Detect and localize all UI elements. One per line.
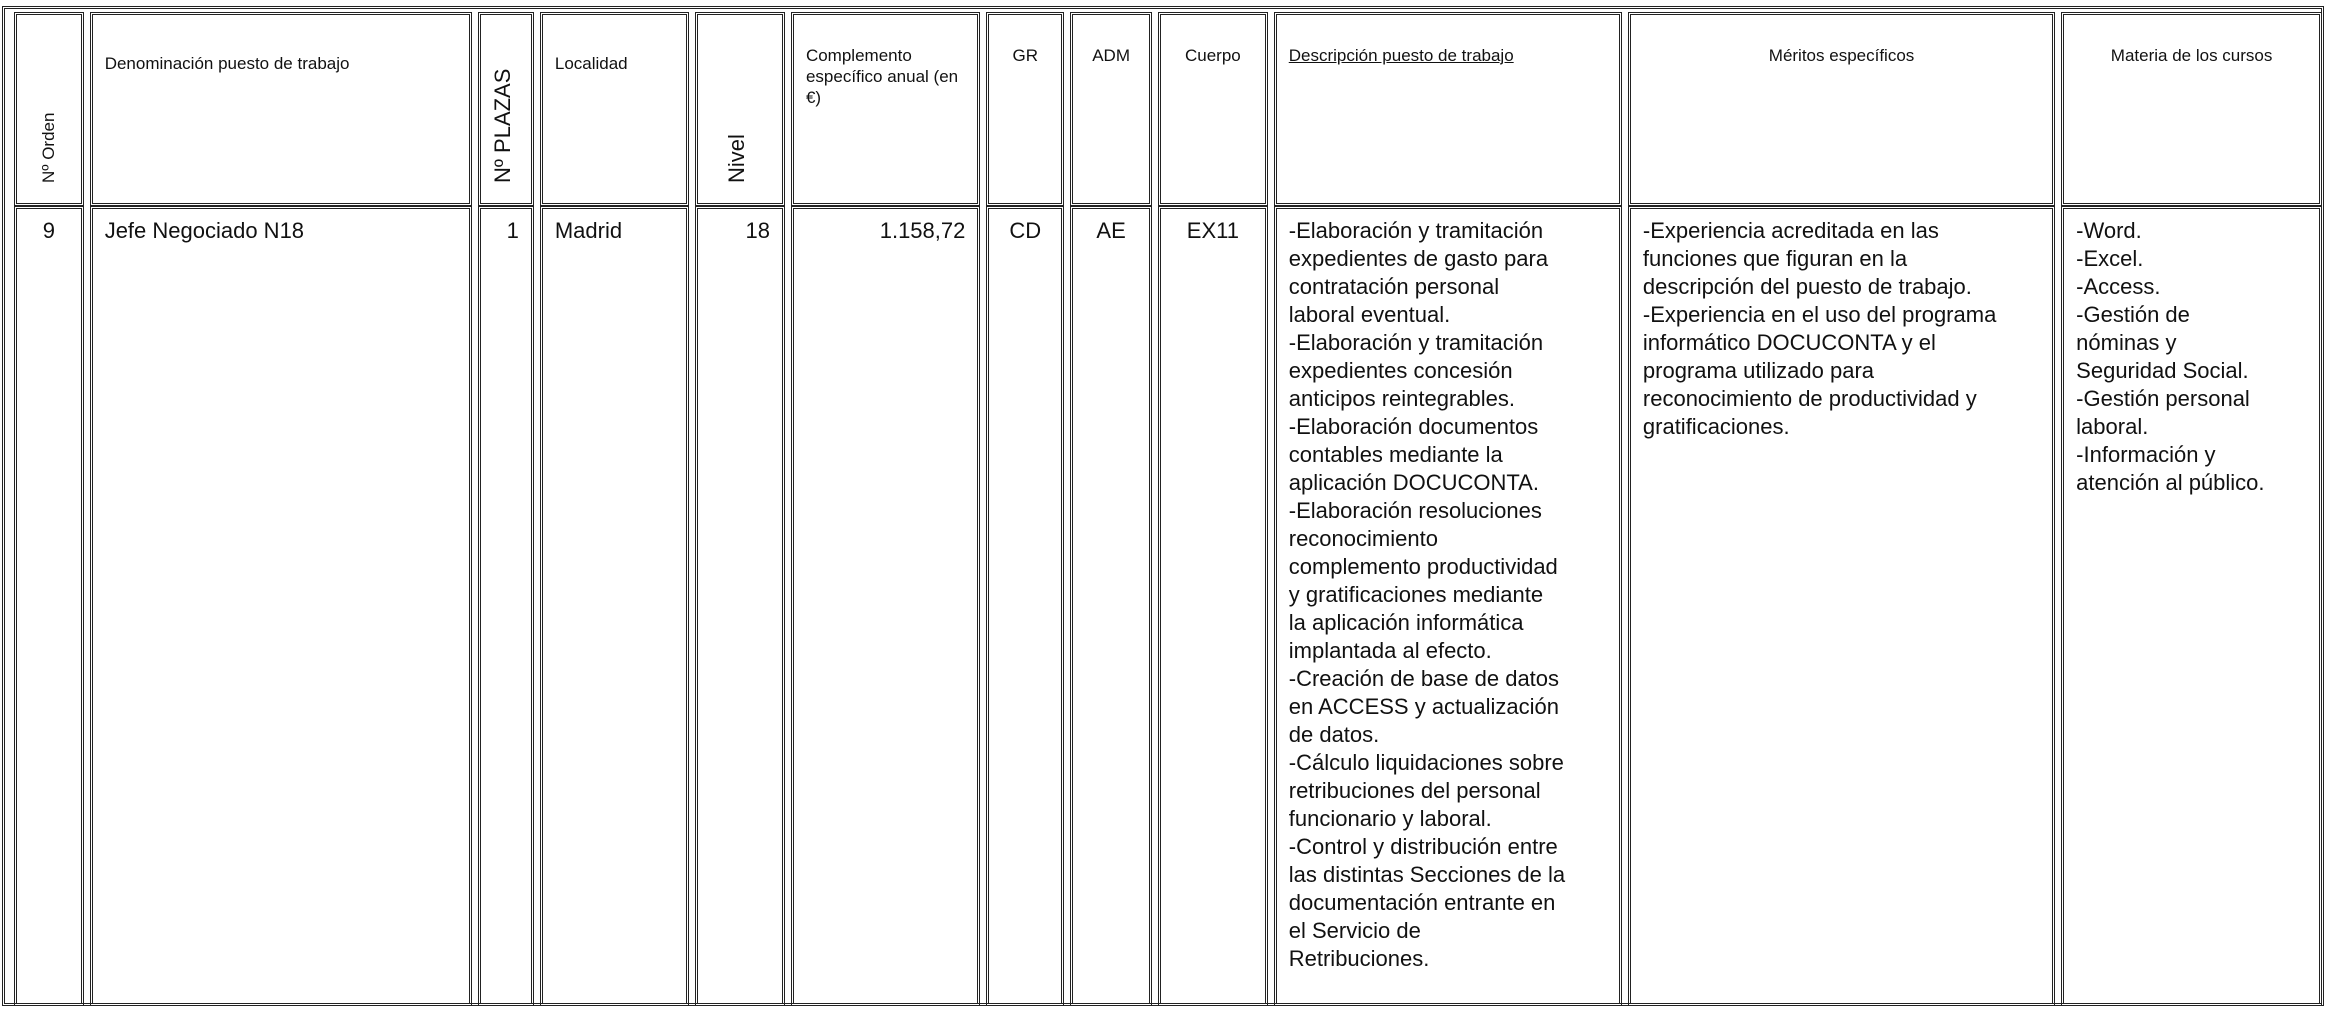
cell-complemento: 1.158,72 bbox=[791, 206, 980, 1006]
header-gr: GR bbox=[986, 12, 1064, 206]
job-table bbox=[8, 12, 2328, 1006]
header-adm: ADM bbox=[1070, 12, 1152, 206]
cell-plazas: 1 bbox=[478, 206, 534, 1006]
header-localidad: Localidad bbox=[540, 12, 689, 206]
cell-materia: -Word. -Excel. -Access. -Gestión de nóminas y Seguridad Social. -Gestión personal laboral. -Información y atención al público. bbox=[2061, 206, 2322, 1006]
cell-nivel: 18 bbox=[695, 206, 785, 1006]
header-descripcion: Descripción puesto de trabajo bbox=[1274, 12, 1622, 206]
cell-adm: AE bbox=[1070, 206, 1152, 1006]
cell-gr: CD bbox=[986, 206, 1064, 1006]
header-denominacion: Denominación puesto de trabajo bbox=[90, 12, 472, 206]
cell-denominacion: Jefe Negociado N18 bbox=[90, 206, 472, 1006]
cell-cuerpo: EX11 bbox=[1158, 206, 1268, 1006]
header-orden: Nº Orden bbox=[14, 12, 84, 206]
header-complemento: Complemento específico anual (en €) bbox=[791, 12, 980, 206]
header-cuerpo: Cuerpo bbox=[1158, 12, 1268, 206]
cell-meritos: -Experiencia acreditada en las funciones que figuran en la descripción del puesto de trabajo. -Experiencia en el uso del programa informático DOCUCONTA y el programa utilizado para reconocimiento de productividad y gratificaciones. bbox=[1628, 206, 2055, 1006]
header-materia: Materia de los cursos bbox=[2061, 12, 2322, 206]
header-meritos: Méritos específicos bbox=[1628, 12, 2055, 206]
cell-descripcion: -Elaboración y tramitación expedientes de gasto para contratación personal laboral eventual. -Elaboración y tramitación expedientes concesión anticipos reintegrables. -Elaboración documentos contables mediante la aplicación DOCUCONTA. -Elaboración resoluciones reconocimiento complemento productividad y gratificaciones mediante la aplicación informática implantada al efecto. -Creación de base de datos en ACCESS y actualización de datos. -Cálculo liquidaciones sobre retribuciones del personal funcionario y laboral. -Control y distribución entre las distintas Secciones de la documentación entrante en el Servicio de Retribuciones. bbox=[1274, 206, 1622, 1006]
header-nivel: Nivel bbox=[695, 12, 785, 206]
table-row bbox=[14, 206, 2322, 1006]
header-row bbox=[14, 12, 2322, 206]
cell-localidad: Madrid bbox=[540, 206, 689, 1006]
header-plazas: Nº PLAZAS bbox=[478, 12, 534, 206]
cell-orden: 9 bbox=[14, 206, 84, 1006]
